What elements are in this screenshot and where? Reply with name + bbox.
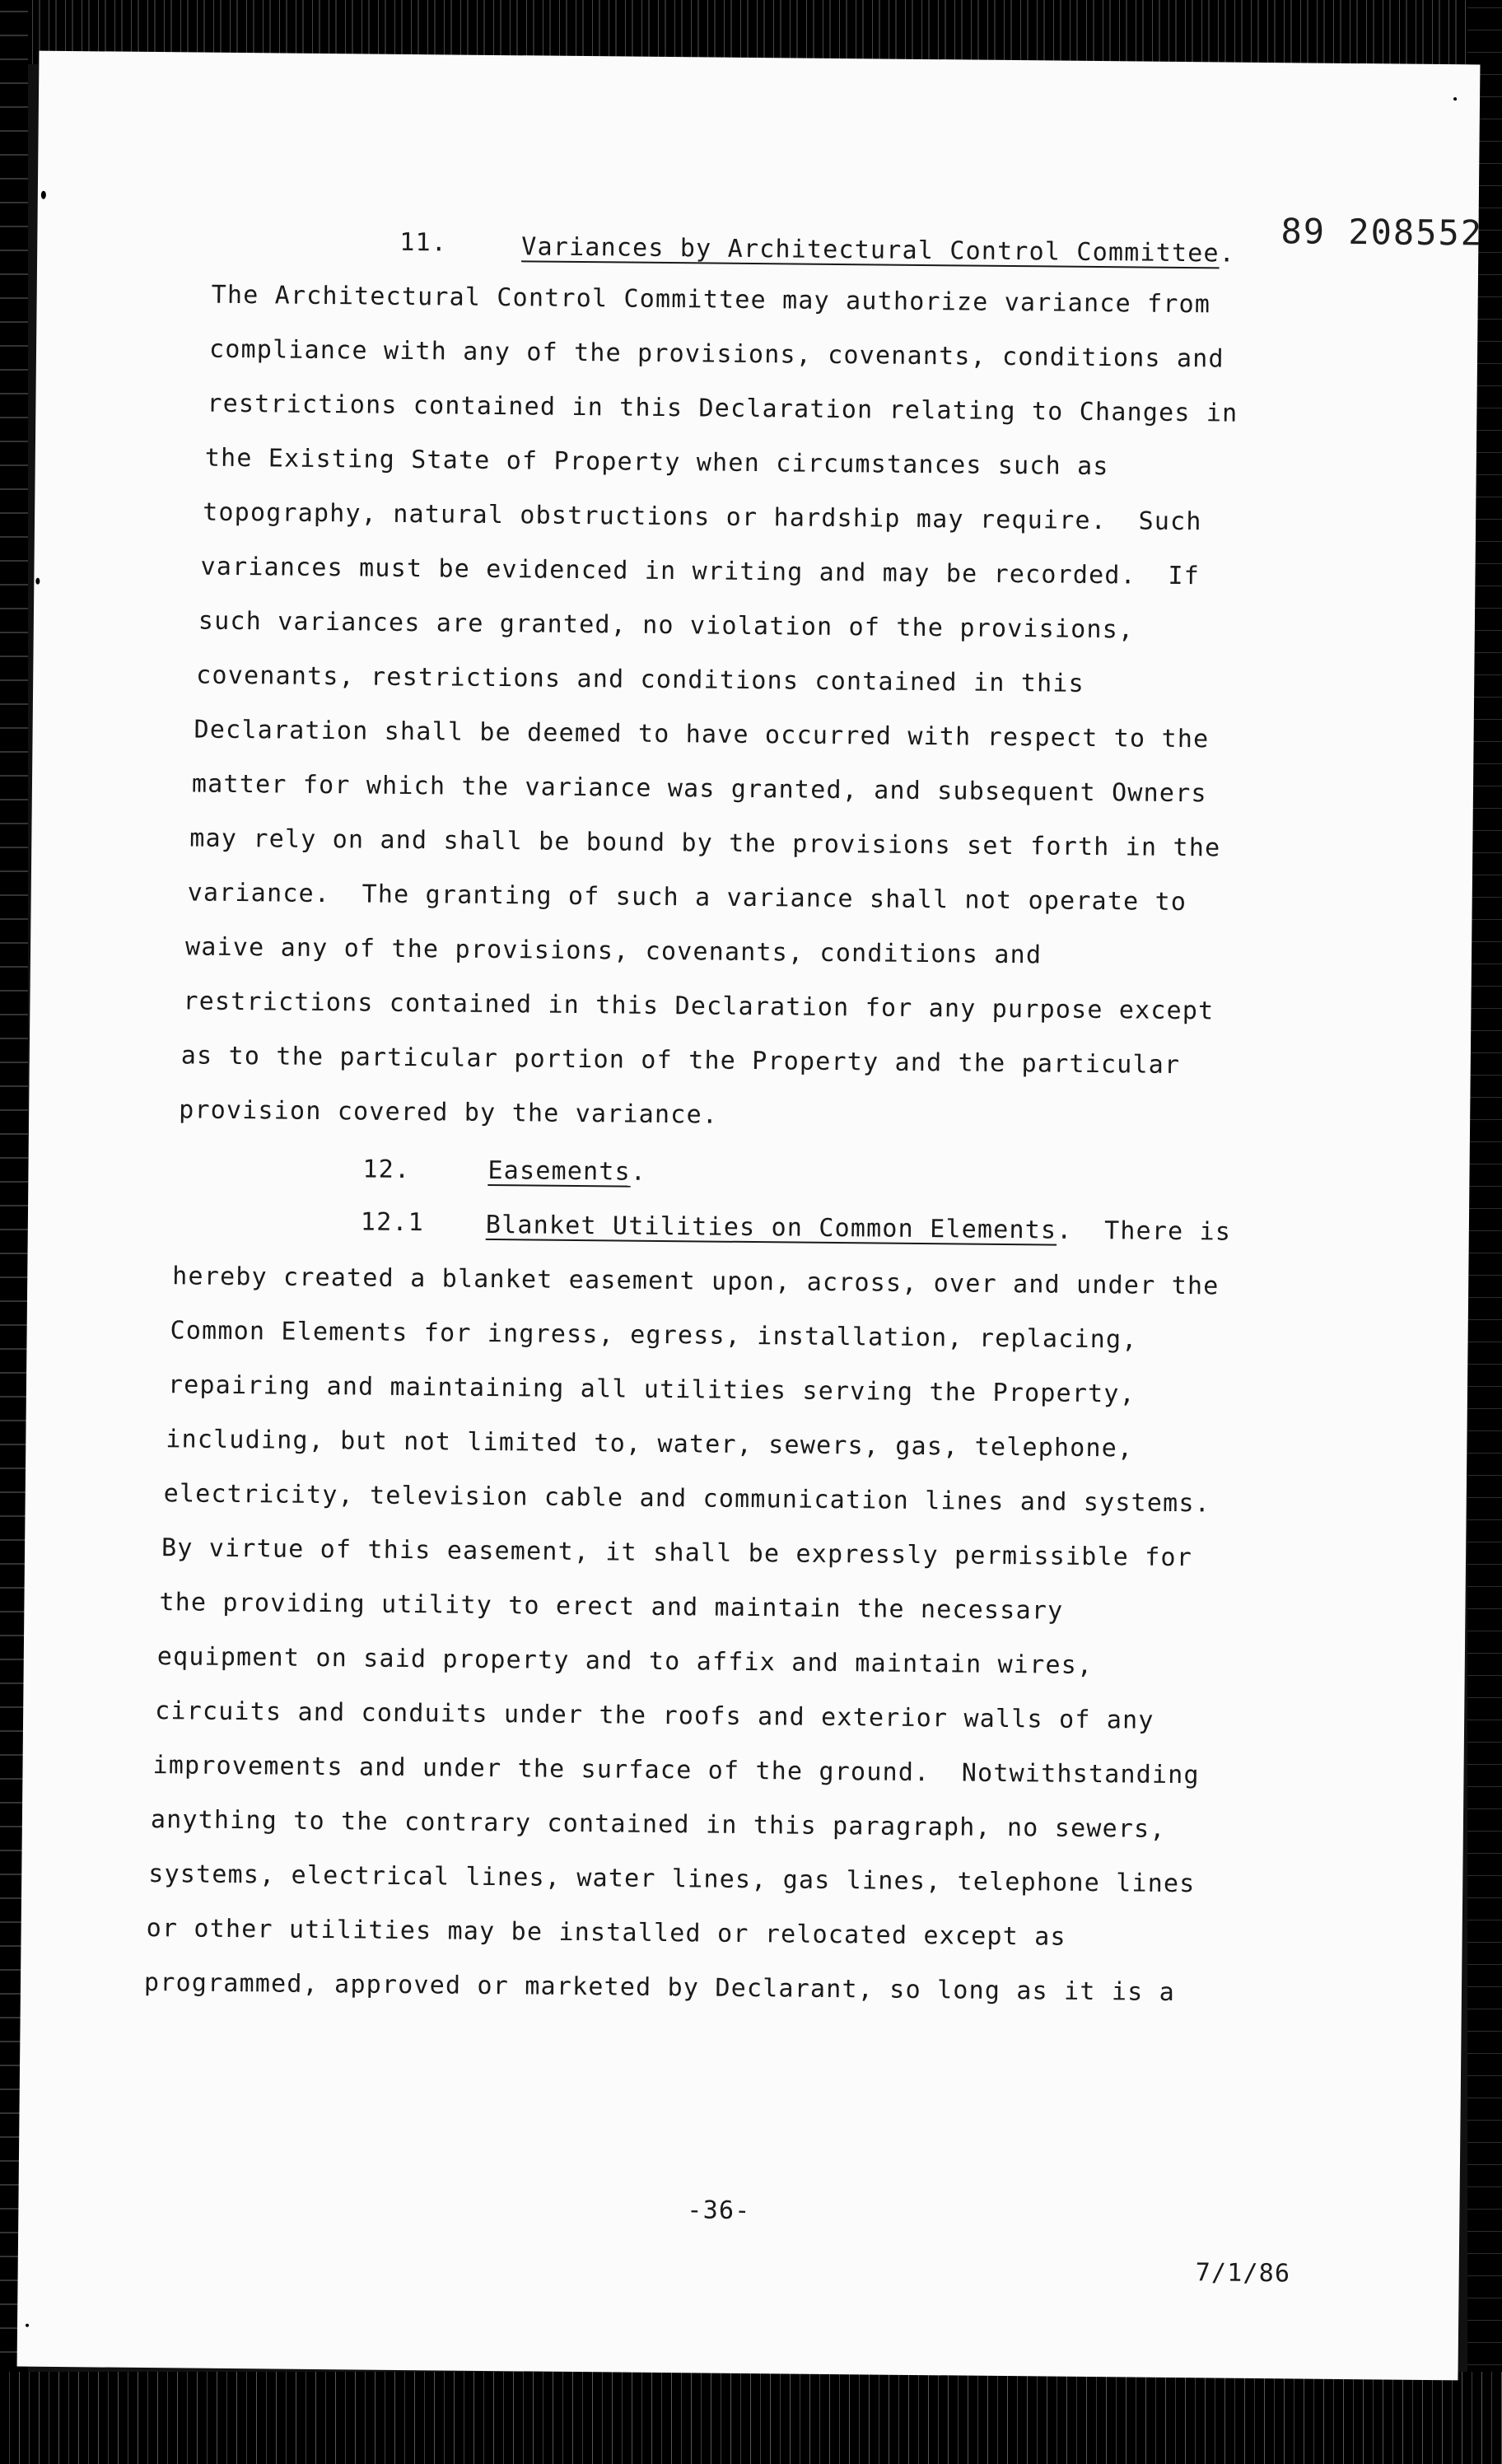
scan-speck [41,191,46,199]
section-12-1-number: 12.1 [360,1207,425,1238]
section-11-heading-period: . [1219,239,1236,268]
body-line: topography, natural obstructions or hardship may require. Such [202,497,1202,537]
body-line: systems, electrical lines, water lines, gas lines, telephone lines [148,1860,1196,1899]
section-12-heading-period: . [630,1157,647,1187]
body-line: including, but not limited to, water, sewers, gas, telephone, [166,1425,1134,1463]
scan-speck [35,578,40,585]
body-line: Declaration shall be deemed to have occurred with respect to the [194,715,1210,754]
body-line: restrictions contained in this Declaration for any purpose except [183,987,1215,1026]
section-12-1-heading-text: Blanket Utilities on Common Elements [485,1210,1057,1245]
body-line: variances must be evidenced in writing and may be recorded. If [200,552,1201,591]
body-line: provision covered by the variance. [179,1095,719,1130]
body-line: compliance with any of the provisions, covenants, conditions and [208,334,1224,374]
body-line: variance. The granting of such a variance shall not operate to [187,878,1187,917]
body-line: The Architectural Control Committee may authorize variance from [211,280,1211,320]
body-line: hereby created a blanket easement upon, across, over and under the [172,1262,1220,1301]
body-line: covenants, restrictions and conditions contained in this [196,660,1085,698]
section-11-heading [521,232,1236,268]
body-line: restrictions contained in this Declaration relating to Changes in [207,389,1238,428]
scan-border-bottom [0,2372,1502,2464]
body-line: waive any of the provisions, covenants, conditions and [184,932,1043,970]
document-page [17,51,1484,2381]
body-line: matter for which the variance was granted, and subsequent Owners [191,769,1207,809]
section-12-number: 12. [362,1155,411,1185]
section-12-heading [487,1155,647,1187]
body-line: equipment on said property and to affix and maintain wires, [156,1642,1094,1681]
body-line: electricity, television cable and communication lines and systems. [163,1479,1211,1519]
section-12-1-heading-tail: . There is [1057,1216,1232,1247]
body-line: By virtue of this easement, it shall be expressly permissible for [161,1533,1193,1573]
scan-speck [1453,97,1457,100]
section-11-heading-text: Variances by Architectural Control Committee [521,232,1220,268]
section-12-heading-text: Easements [487,1155,632,1187]
document-date: 7/1/86 [1195,2258,1291,2289]
body-line: or other utilities may be installed or relocated except as [146,1914,1066,1952]
body-line: the Existing State of Property when circumstances such as [204,443,1109,482]
body-line: repairing and maintaining all utilities serving the Property, [167,1370,1136,1409]
body-line: may rely on and shall be bound by the provisions set forth in the [189,824,1221,863]
body-line: programmed, approved or marketed by Declarant, so long as it is a [143,1967,1176,2008]
body-line: circuits and conduits under the roofs and exterior walls of any [155,1696,1154,1735]
body-line: anything to the contrary contained in this paragraph, no sewers, [150,1805,1166,1844]
body-line: improvements and under the surface of the ground. Notwithstanding [152,1751,1200,1790]
scan-speck [26,2324,29,2327]
document-number-stamp: 89 208552 [1280,211,1484,254]
body-line: Common Elements for ingress, egress, installation, replacing, [170,1316,1138,1355]
body-line: as to the particular portion of the Property and the particular [180,1041,1181,1080]
section-11-number: 11. [399,227,448,258]
body-line: the providing utility to erect and maintain the necessary [159,1588,1064,1626]
page-number: -36- [687,2196,751,2226]
body-line: such variances are granted, no violation of the provisions, [198,606,1135,645]
section-12-1-heading [485,1210,1232,1247]
